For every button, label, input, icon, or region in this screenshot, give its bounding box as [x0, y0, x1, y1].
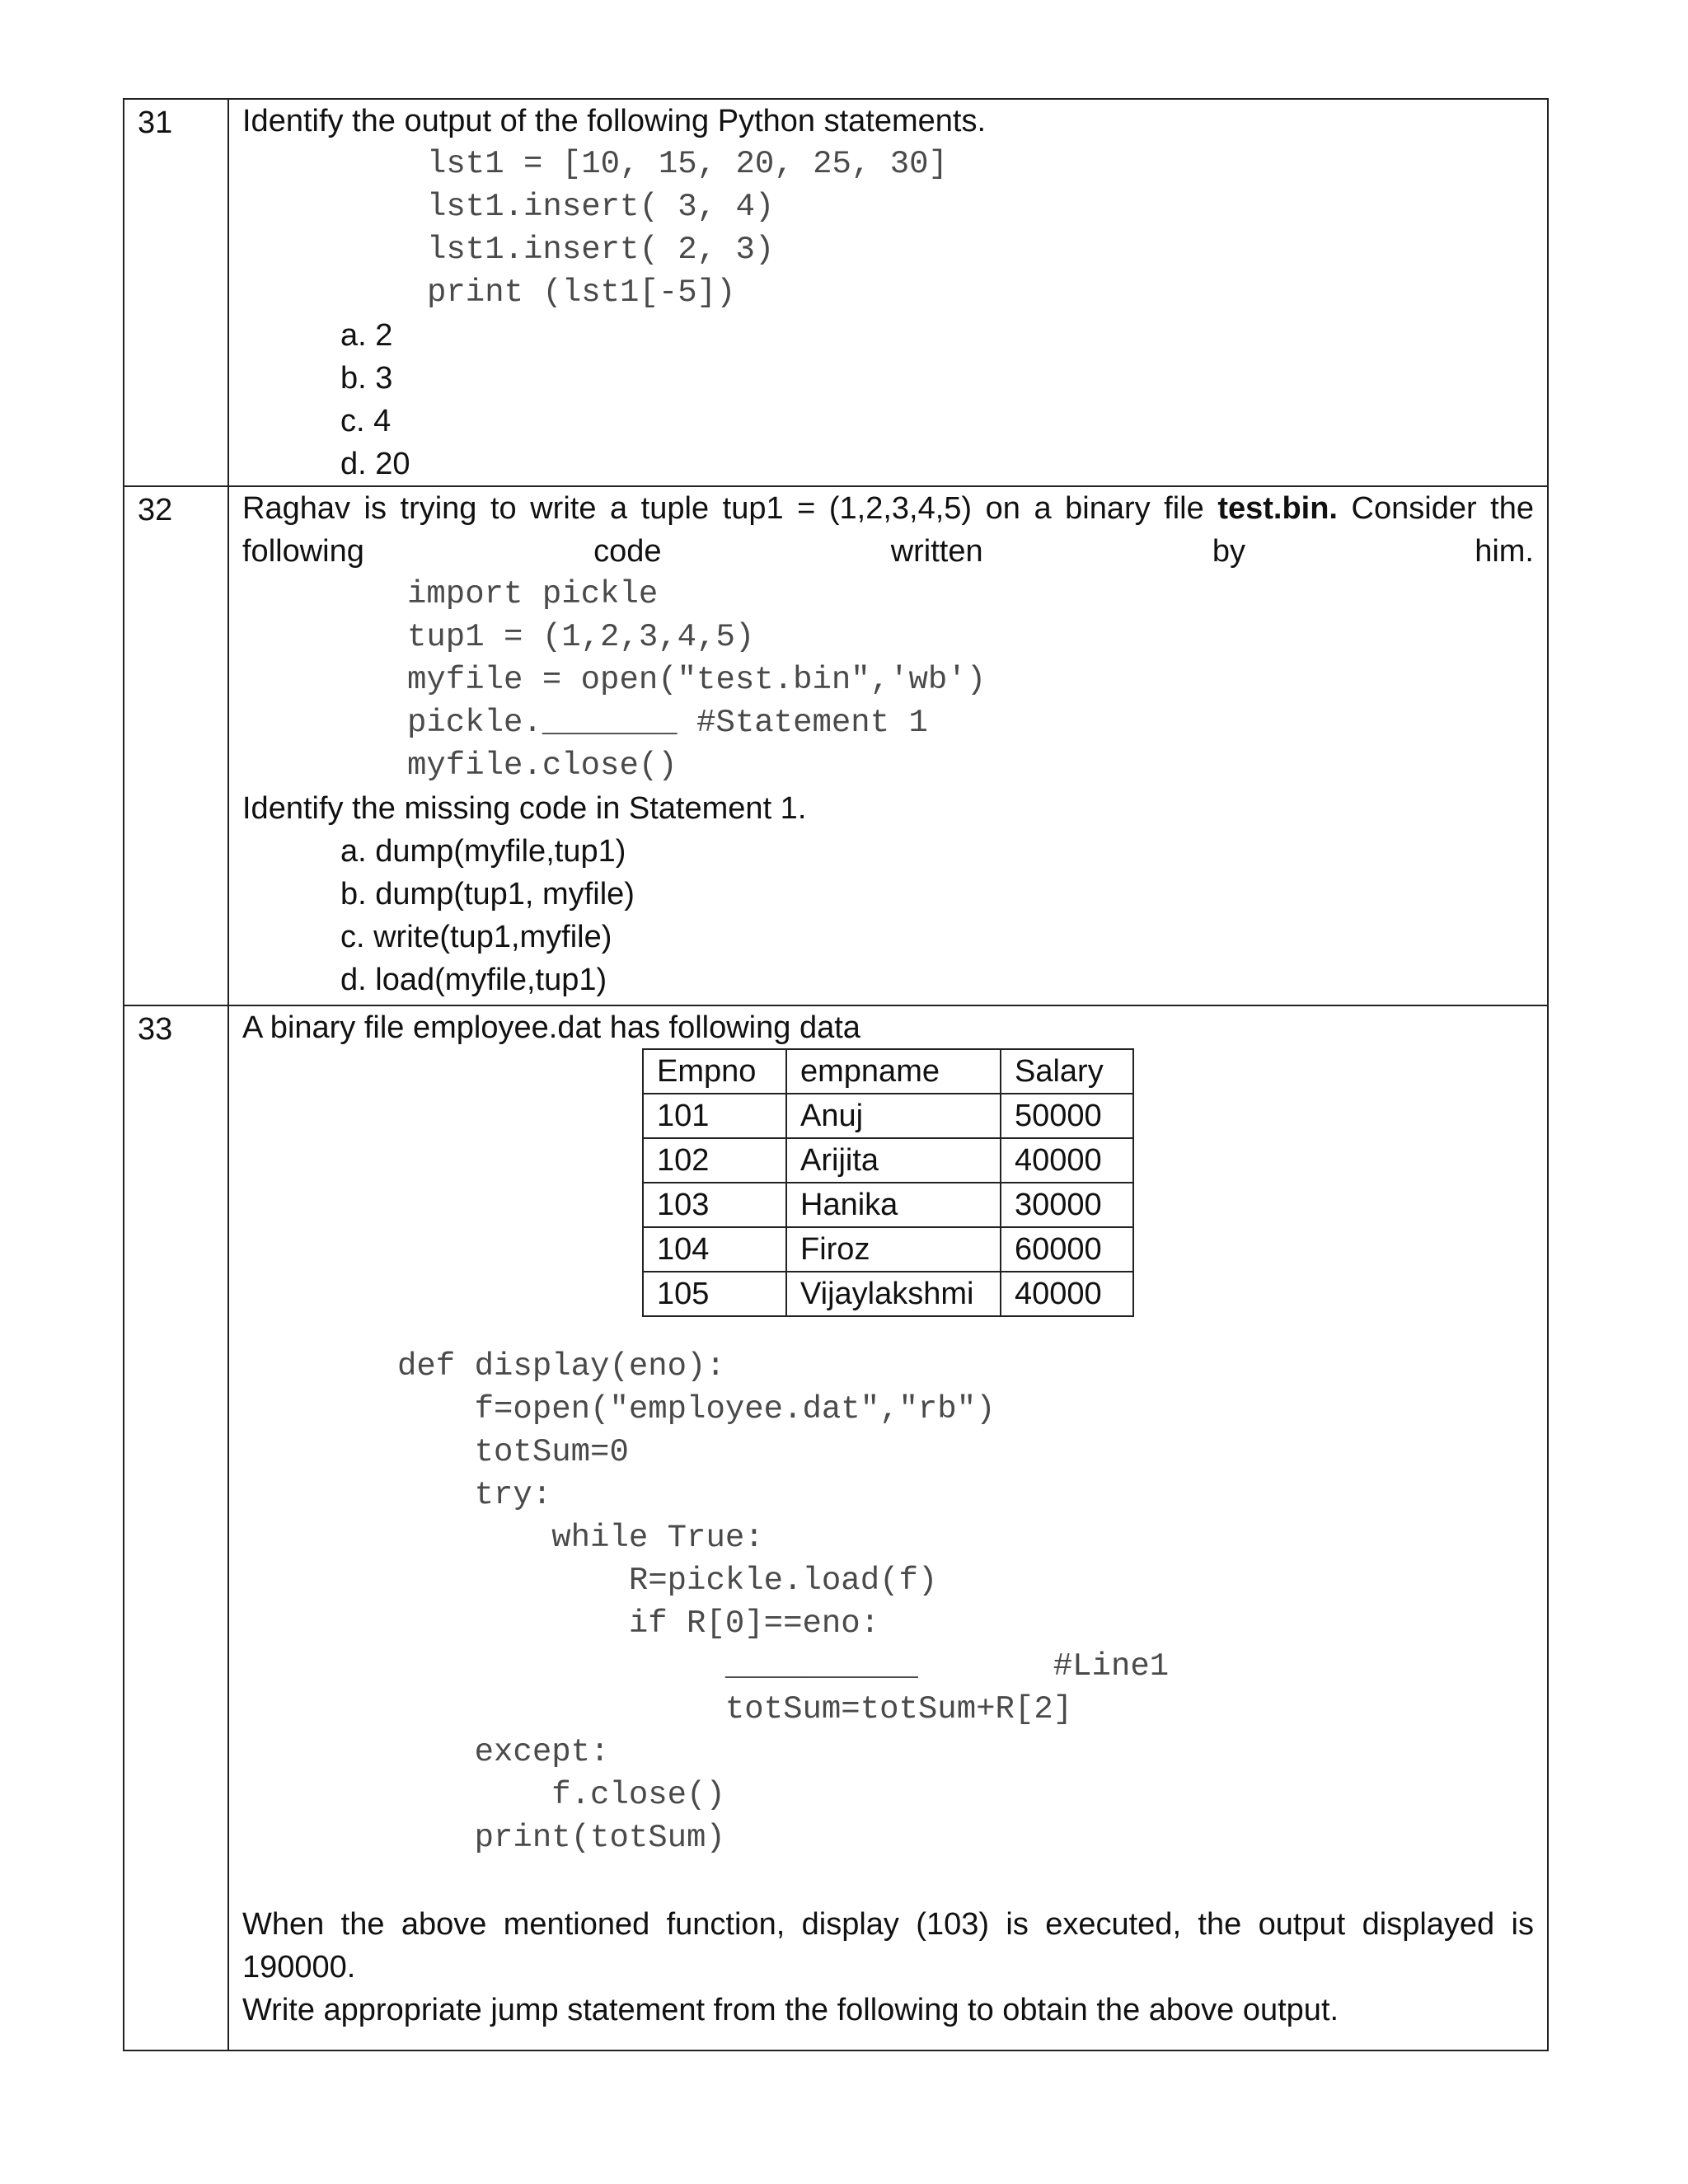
table-cell: 101 — [643, 1094, 786, 1138]
table-row — [643, 1094, 1133, 1138]
table-cell: Arijita — [786, 1138, 1001, 1183]
code-line: def display(eno): — [397, 1348, 725, 1385]
question-row-31 — [124, 100, 1547, 485]
employee-table — [642, 1048, 1134, 1317]
code-line: R=pickle.load(f) — [397, 1563, 938, 1599]
question-prompt: Identify the output of the following Python statements. — [242, 104, 986, 138]
code-line: lst1.insert( 3, 4) — [427, 189, 775, 225]
table-row — [643, 1227, 1133, 1272]
code-line: while True: — [397, 1520, 764, 1556]
code-line: if R[0]==eno: — [397, 1605, 880, 1642]
code-line: print (lst1[-5]) — [427, 274, 736, 311]
question-prompt — [242, 487, 1534, 573]
question-prompt: A binary file employee.dat has following data — [242, 1010, 860, 1045]
code-line: try: — [397, 1477, 552, 1513]
table-cell: 40000 — [1001, 1272, 1133, 1316]
table-header-row — [643, 1049, 1133, 1094]
question-row-32 — [124, 485, 1547, 1005]
option-a: a. dump(myfile,tup1) — [340, 834, 626, 869]
code-line: print(totSum) — [397, 1820, 725, 1856]
question-number: 33 — [124, 1006, 229, 2050]
option-d: d. 20 — [340, 447, 410, 481]
question-row-33 — [124, 1005, 1547, 2050]
code-line: myfile = open("test.bin",'wb') — [407, 662, 987, 698]
table-cell: 50000 — [1001, 1094, 1133, 1138]
question-text: Identify the missing code in Statement 1. — [242, 791, 807, 826]
code-line: tup1 = (1,2,3,4,5) — [407, 619, 755, 655]
table-row — [643, 1272, 1133, 1316]
code-line: f=open("employee.dat","rb") — [397, 1391, 996, 1427]
question-body — [229, 487, 1547, 1005]
option-d: d. load(myfile,tup1) — [340, 963, 607, 997]
table-cell: Hanika — [786, 1183, 1001, 1227]
option-c: c. 4 — [340, 404, 392, 438]
table-cell: Anuj — [786, 1094, 1001, 1138]
column-header: empname — [786, 1049, 1001, 1094]
file-name: test.bin. — [1217, 491, 1338, 526]
prompt-text: Raghav is trying to write a tuple tup1 = (1,2,3,4,5) on a binary file — [242, 491, 1218, 526]
question-number: 31 — [124, 100, 229, 485]
question-statement: When the above mentioned function, display (103) is executed, the output displayed is 190000. — [242, 1907, 1534, 1985]
code-line-blank: __________ #Line1 — [397, 1648, 1170, 1685]
question-body — [229, 100, 1547, 485]
table-cell: Firoz — [786, 1227, 1001, 1272]
table-cell: 40000 — [1001, 1138, 1133, 1183]
code-line: f.close() — [397, 1777, 725, 1813]
question-body — [229, 1006, 1547, 2050]
code-line: except: — [397, 1734, 610, 1770]
table-cell: 60000 — [1001, 1227, 1133, 1272]
code-line: lst1.insert( 2, 3) — [427, 232, 775, 268]
prompt-text: Consider the following code written by him. — [242, 491, 1534, 569]
code-line: pickle._______ #Statement 1 — [407, 705, 928, 741]
question-instruction: Write appropriate jump statement from the following to obtain the above output. — [242, 1993, 1339, 2027]
table-cell: 103 — [643, 1183, 786, 1227]
question-number: 32 — [124, 487, 229, 1005]
code-line: totSum=totSum+R[2] — [397, 1691, 1073, 1727]
table-cell: 30000 — [1001, 1183, 1133, 1227]
option-c: c. write(tup1,myfile) — [340, 920, 612, 954]
question-table — [123, 98, 1549, 2051]
table-cell: Vijaylakshmi — [786, 1272, 1001, 1316]
code-line: import pickle — [407, 576, 659, 612]
column-header: Empno — [643, 1049, 786, 1094]
code-line: myfile.close() — [407, 748, 678, 784]
table-row — [643, 1138, 1133, 1183]
table-cell: 102 — [643, 1138, 786, 1183]
code-line: totSum=0 — [397, 1434, 629, 1470]
code-line: lst1 = [10, 15, 20, 25, 30] — [427, 146, 948, 182]
table-row — [643, 1183, 1133, 1227]
option-b: b. 3 — [340, 361, 393, 396]
column-header: Salary — [1001, 1049, 1133, 1094]
option-a: a. 2 — [340, 318, 393, 353]
table-cell: 105 — [643, 1272, 786, 1316]
option-b: b. dump(tup1, myfile) — [340, 877, 635, 912]
table-cell: 104 — [643, 1227, 786, 1272]
